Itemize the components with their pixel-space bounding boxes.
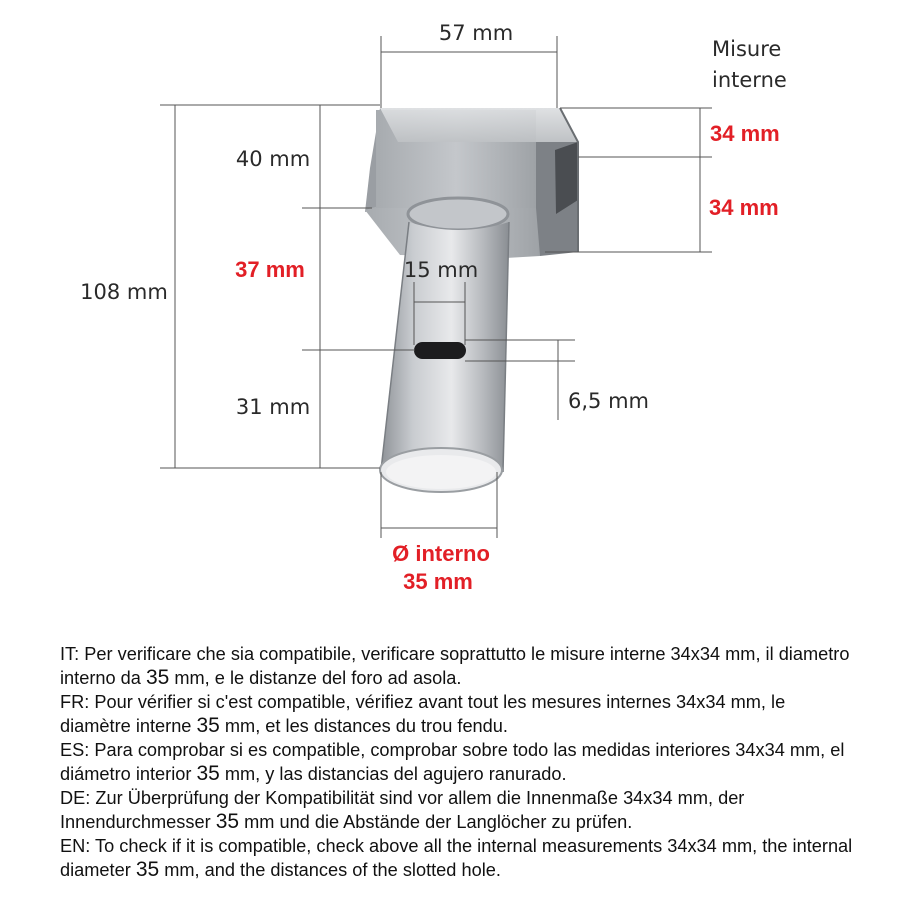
note-es: ES: Para comprobar si es compatible, comprobar sobre todo las medidas interiores 34x34 mm, el diámetro interior 35 mm, y las distancias del agujero ranurado. bbox=[60, 740, 845, 785]
height-bottom-label: 31 mm bbox=[235, 395, 311, 419]
slot-hole bbox=[414, 342, 466, 359]
internal-label-line2: interne bbox=[712, 68, 787, 92]
slot-length-label: 15 mm bbox=[403, 258, 479, 282]
product-adapter bbox=[365, 108, 578, 492]
note-en: EN: To check if it is compatible, check above all the internal measurements 34x34 mm, the internal diameter 35 mm, and the distances of the slotted hole. bbox=[60, 836, 853, 881]
width-top-label: 57 mm bbox=[438, 21, 514, 45]
diameter-label: Ø interno bbox=[392, 541, 490, 566]
internal-bottom-label: 34 mm bbox=[709, 195, 779, 220]
note-it: IT: Per verificare che sia compatibile, verificare soprattutto le misure interne 34x34 mm, il diametro interno da 35 mm, e le distanze del foro ad asola. bbox=[60, 644, 850, 689]
note-fr: FR: Pour vérifier si c'est compatible, vérifiez avant tout les mesures internes 34x34 mm, le diamètre interne 35 mm, et les distances du trou fendu. bbox=[60, 692, 786, 737]
internal-label-line1: Misure bbox=[712, 37, 782, 61]
internal-top-label: 34 mm bbox=[710, 121, 780, 146]
slot-width-label: 6,5 mm bbox=[568, 389, 649, 413]
height-total-label: 108 mm bbox=[80, 280, 168, 304]
compatibility-notes bbox=[60, 642, 860, 882]
height-top-label: 40 mm bbox=[235, 147, 311, 171]
weld-ring bbox=[408, 198, 508, 230]
note-de: DE: Zur Überprüfung der Kompatibilität sind vor allem die Innenmaße 34x34 mm, der Innendurchmesser 35 mm und die Abstände der Langlöcher zu prüfen. bbox=[60, 788, 745, 833]
height-mid-label: 37 mm bbox=[235, 257, 305, 282]
box-top-highlight bbox=[380, 108, 578, 142]
diameter-value: 35 mm bbox=[403, 569, 473, 594]
